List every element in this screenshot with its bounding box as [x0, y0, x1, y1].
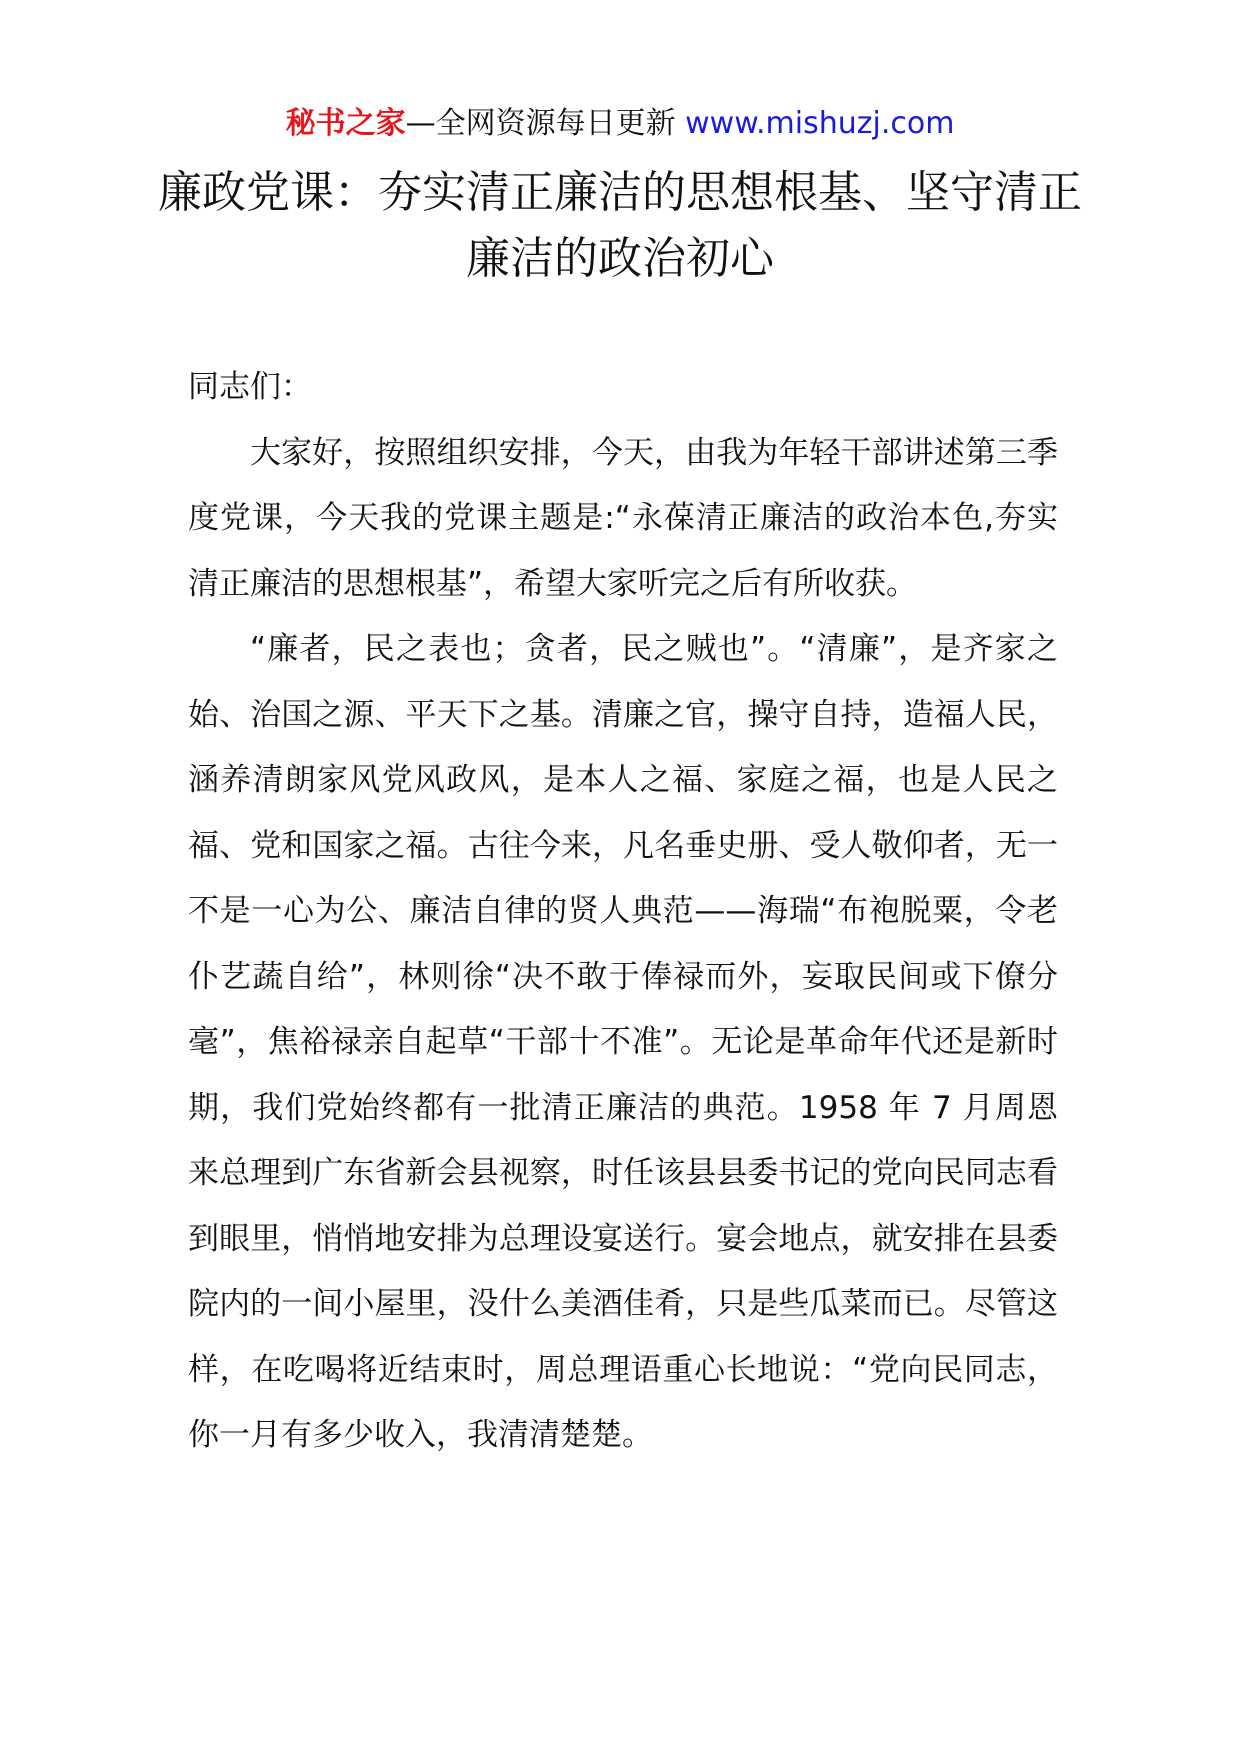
site-url-link[interactable]: www.mishuzj.com — [685, 106, 955, 141]
site-banner — [0, 104, 1240, 144]
paragraph-intro: 大家好，按照组织安排，今天，由我为年轻干部讲述第三季度党课，今天我的党课主题是:“永葆清正廉洁的政治本色,夯实清正廉洁的思想根基”，希望大家听完之后有所收获。 — [188, 434, 1058, 602]
document-body — [188, 355, 1058, 1469]
salutation: 同志们： — [188, 369, 312, 405]
document-title: 廉政党课：夯实清正廉洁的思想根基、坚守清正廉洁的政治初心 — [158, 167, 1082, 284]
banner-tagline: —全网资源每日更新 — [405, 106, 686, 141]
brand-name: 秘书之家 — [285, 106, 406, 141]
paragraph-integrity: “廉者，民之表也；贪者，民之贼也”。“清廉”，是齐家之始、治国之源、平天下之基。清廉之官，操守自持，造福人民，涵养清朗家风党风政风，是本人之福、家庭之福，也是人民之福、党和国家之福。古往今来，凡名垂史册、受人敬仰者，无一不是一心为公、廉洁自律的贤人典范——海瑞“布袍脱粟，令老仆艺蔬自给”，林则徐“决不敢于俸禄而外，妄取民间或下僚分毫”，焦裕禄亲自起草“干部十不准”。无论是革命年代还是新时期，我们党始终都有一批清正廉洁的典范。1958 年 7 月周恩来总理到广东省新会县视察，时任该县县委书记的党向民同志看到眼里，悄悄地安排为总理设宴送行。宴会地点，就安排在县委院内的一间小屋里，没什么美酒佳肴，只是些瓜菜而已。尽管这样，在吃喝将近结束时，周总理语重心长地说：“党向民同志，你一月有多少收入，我清清楚楚。 — [188, 631, 1058, 1453]
